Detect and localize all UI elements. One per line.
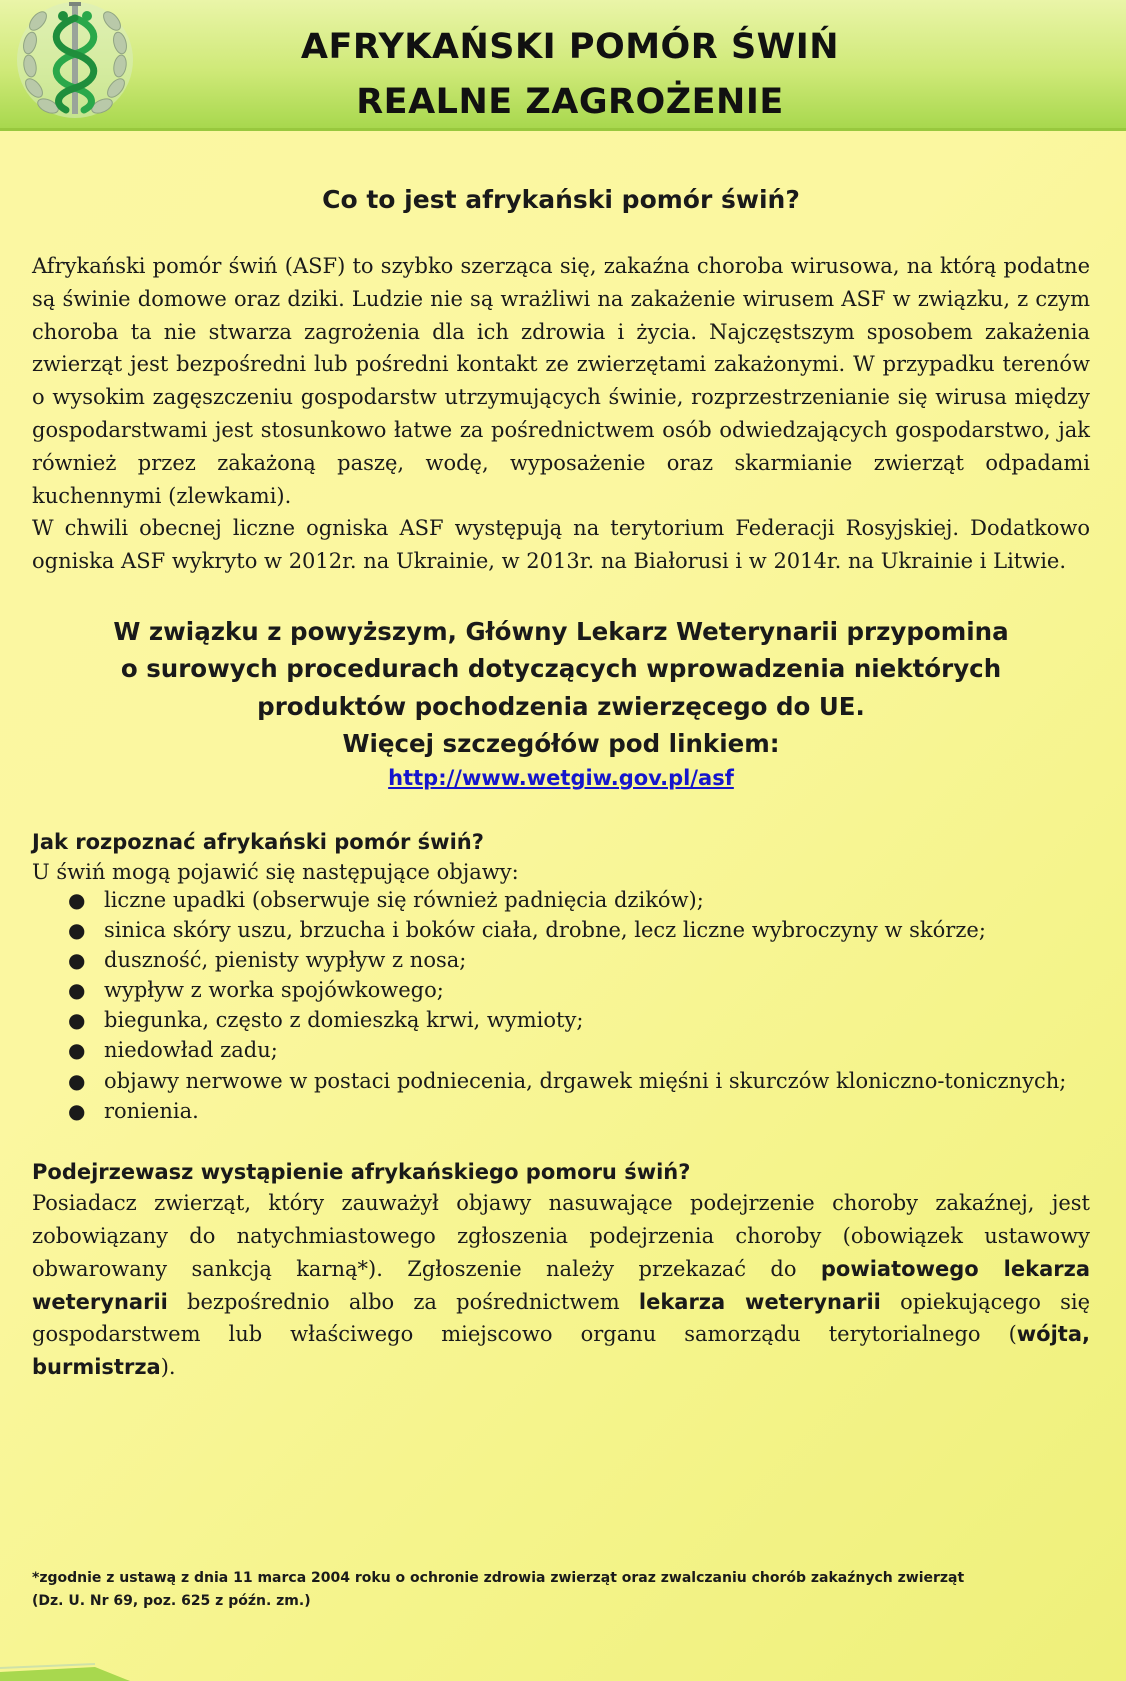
list-item: ● wypływ z worka spojówkowego; (104, 977, 1090, 1005)
list-item: ● sinica skóry uszu, brzucha i boków ciała, drobne, lecz liczne wybroczyny w skórze; (104, 917, 1090, 945)
list-item: ● niedowład zadu; (104, 1037, 1090, 1065)
notice-line: produktów pochodzenia zwierzęcego do UE. (257, 691, 865, 721)
symptoms-heading: Jak rozpoznać afrykański pomór świń? (32, 829, 484, 854)
notice-line: W związku z powyższym, Główny Lekarz Weterynarii przypomina (113, 616, 1009, 646)
list-item: ● duszność, pienisty wypływ z nosa; (104, 947, 1090, 975)
intro-paragraph: Afrykański pomór świń (ASF) to szybko szerząca się, zakaźna choroba wirusowa, na którą podatne są świnie domowe oraz dziki. Ludzie nie są wrażliwi na zakażenie wirusem ASF w związku, z czym choroba ta nie stwarza zagrożenia dla ich zdrowia i życia. Najczęstszym sposobem zakażenia zwierząt jest bezpośredni lub pośredni kontakt ze zwierzętami zakażonymi. W przypadku terenów o wysokim zagęszczeniu gospodarstw utrzymujących świnie, rozprzestrzenianie się wirusa między gospodarstwami jest stosunkowo łatwe za pośrednictwem osób odwiedzających gospodarstwo, jak również przez zakażoną paszę, wodę, wyposażenie oraz skarmianie zwierząt odpadami kuchennymi (zlewkami). (32, 254, 1090, 508)
bullet-icon: ● (68, 1038, 86, 1063)
caduceus-laurel-logo-icon (14, 0, 136, 126)
footnote-line: (Dz. U. Nr 69, poz. 625 z późn. zm.) (32, 1593, 311, 1609)
bullet-icon: ● (68, 1098, 86, 1123)
list-item: ● biegunka, często z domieszką krwi, wymioty; (104, 1007, 1090, 1035)
emphasis-text: powiatowego lekarza weterynarii (32, 1256, 1090, 1314)
header-banner (0, 0, 1126, 131)
asf-info-link[interactable]: http://www.wetgiw.gov.pl/asf (388, 765, 734, 790)
page-title-line1: AFRYKAŃSKI POMÓR ŚWIŃ (300, 27, 840, 67)
notice-line: Więcej szczegółów pod linkiem: (342, 729, 780, 759)
emphasis-text: wójta, burmistrza (32, 1322, 1090, 1380)
outbreaks-paragraph: W chwili obecnej liczne ogniska ASF występują na terytorium Federacji Rosyjskiej. Dodatkowo ogniska ASF wykryto w 2012r. na Ukrainie, w 2013r. na Białorusi i w 2014r. na Ukrainie i Litwie. (32, 516, 1090, 574)
symptoms-list (32, 887, 1090, 1125)
symptoms-intro: U świń mogą pojawić się następujące objawy: (32, 859, 519, 884)
emphasis-text: lekarza weterynarii (638, 1289, 881, 1314)
notice-block (32, 613, 1090, 763)
page-title-line2: REALNE ZAGROŻENIE (356, 82, 784, 122)
bullet-icon: ● (68, 918, 86, 943)
suspect-paragraph: Posiadacz zwierząt, który zauważył objawy nasuwające podejrzenie choroby zakaźnej, jest zobowiązany do natychmiastowego zgłoszenia podejrzenia choroby (obowiązek ustawowy obwarowany sankcją karną*). Zgłoszenie należy przekazać do powiatowego lekarza weterynarii bezpośrednio albo za pośrednictwem lekarza weterynarii opiekującego się gospodarstwem lub właściwego miejscowo organu samorządu terytorialnego (wójta, burmistrza). (32, 1191, 1090, 1380)
bullet-icon: ● (68, 978, 86, 1003)
bullet-icon: ● (68, 1068, 86, 1093)
main-content (32, 185, 1090, 1384)
suspect-heading: Podejrzewasz wystąpienie afrykańskiego pomoru świń? (32, 1160, 691, 1185)
bullet-icon: ● (68, 887, 86, 912)
bullet-icon: ● (68, 948, 86, 973)
intro-heading: Co to jest afrykański pomór świń? (322, 185, 800, 214)
list-item: ● liczne upadki (obserwuje się również padnięcia dzików); (104, 887, 1090, 915)
footnote (32, 1567, 1092, 1613)
list-item: ● objawy nerwowe w postaci podniecenia, drgawek mięśni i skurczów kloniczno-tonicznych; (104, 1068, 1090, 1096)
footnote-line: *zgodnie z ustawą z dnia 11 marca 2004 roku o ochronie zdrowia zwierząt oraz zwalczaniu chorób zakaźnych zwierząt (32, 1570, 965, 1586)
list-item: ● ronienia. (104, 1098, 1090, 1126)
bullet-icon: ● (68, 1008, 86, 1033)
corner-decoration (0, 1662, 130, 1681)
notice-line: o surowych procedurach dotyczących wprowadzenia niektórych (120, 654, 1002, 684)
